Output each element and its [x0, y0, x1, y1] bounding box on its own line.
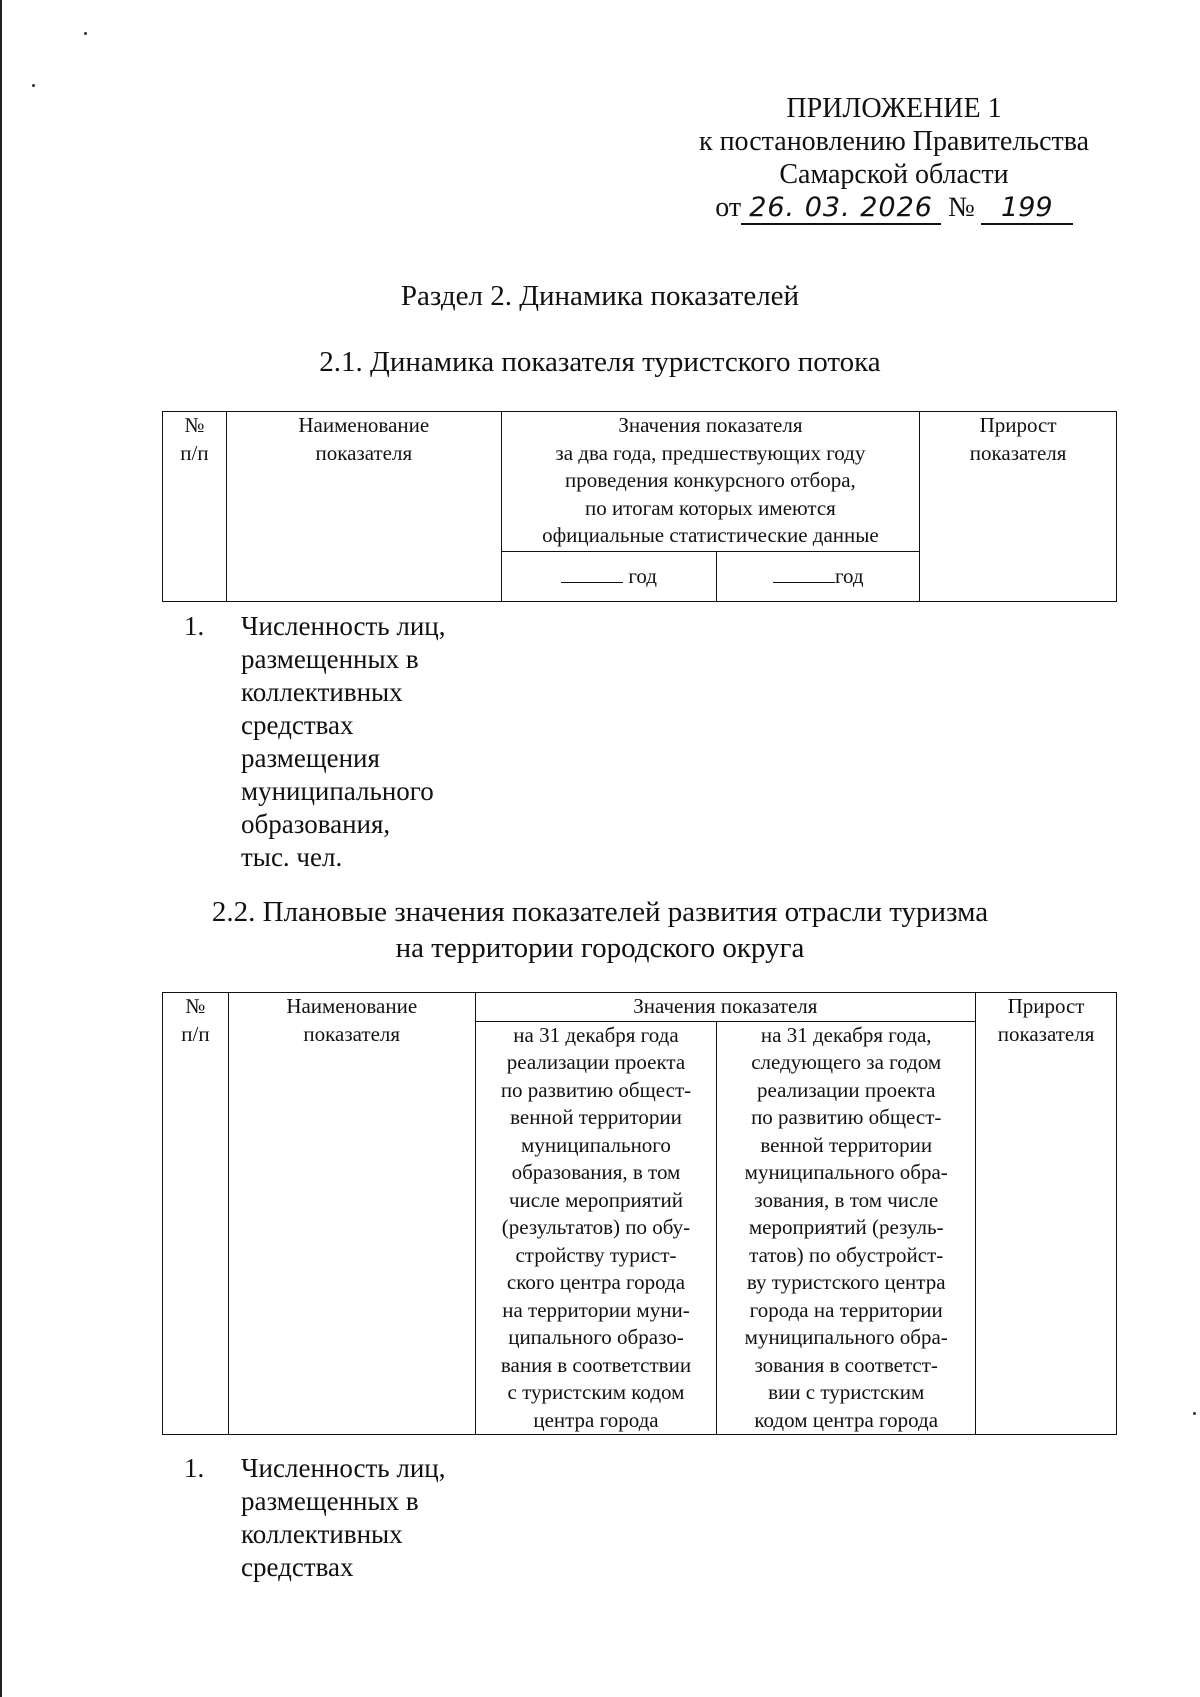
col-growth-header [976, 993, 1117, 1435]
header-line: проведения конкурсного отбора, [565, 468, 856, 492]
row-number: 1. [184, 1453, 205, 1483]
text-line: коллективных [241, 677, 403, 707]
appendix-header [684, 92, 1104, 225]
text-line: Численность лиц, [241, 1453, 446, 1483]
text-line: вии с туристским [768, 1380, 925, 1404]
text-line: муниципального обра- [744, 1160, 948, 1184]
col-growth-header [920, 412, 1117, 602]
text-line: числе мероприятий [508, 1187, 684, 1212]
text-line: Численность лиц, [241, 611, 446, 641]
page-edge [0, 0, 2, 1697]
header-line: Прирост [1007, 994, 1085, 1018]
header-line: Значения показателя [618, 413, 803, 437]
header-line: за два года, предшествующих году [555, 440, 866, 465]
subcol-following-year [717, 1021, 976, 1435]
text-line: с туристским кодом [507, 1380, 685, 1404]
title-line: 2.2. Плановые значения показателей развития отрасли туризма [211, 896, 989, 928]
text-line: на территории муни- [502, 1297, 690, 1322]
year-label: год [834, 564, 864, 589]
number-label: № [948, 192, 975, 223]
header-line: № [184, 413, 205, 437]
text-line: образования, в том [511, 1160, 681, 1184]
text-line: средствах [241, 1552, 354, 1582]
row-indicator-name [241, 610, 481, 874]
text-line: размещения [241, 743, 380, 773]
text-line: на 31 декабря года [513, 1022, 679, 1047]
header-line: № [185, 994, 206, 1018]
col-values-header [501, 412, 920, 552]
appendix-date-line [684, 191, 1104, 225]
header-line: показателя [315, 440, 413, 465]
col-values-header: Значения показателя [475, 993, 975, 1022]
header-line: официальные статистические данные [542, 523, 879, 547]
text-line: (результатов) по обу- [501, 1215, 691, 1239]
blank-line [561, 562, 623, 583]
text-line: вания в соответствии [500, 1352, 692, 1377]
table-planned-values [162, 992, 1117, 1435]
header-line: показателя [969, 440, 1067, 465]
col-number-header [163, 412, 227, 602]
text-line: ского центра города [506, 1270, 686, 1294]
text-line: по развитию общест- [751, 1105, 942, 1129]
text-line: тыс. чел. [241, 842, 343, 872]
handwritten-date: 26. 03. 2026 [741, 193, 941, 225]
text-line: центра города [533, 1407, 659, 1432]
text-line: средствах [241, 710, 354, 740]
text-line: ципального образо- [508, 1325, 684, 1349]
title-line: на территории городского округа [395, 932, 805, 964]
header-line: п/п [180, 440, 209, 465]
subcol-project-year [475, 1021, 717, 1435]
text-line: размещенных в [241, 644, 419, 674]
table-tourist-flow [162, 411, 1117, 602]
text-line: муниципального [241, 776, 434, 806]
year-1-cell [501, 552, 717, 602]
section-title: Раздел 2. Динамика показателей [400, 280, 800, 312]
text-line: коллективных [241, 1519, 403, 1549]
text-line: образования, [241, 809, 391, 839]
scan-speck [32, 84, 35, 87]
col-number-header [163, 993, 229, 1435]
text-line: мероприятий (резуль- [748, 1215, 944, 1239]
text-line: венной территории [760, 1132, 933, 1157]
text-line: по развитию общест- [500, 1077, 692, 1102]
text-line: реализации проекта [757, 1077, 936, 1102]
text-line: на 31 декабря года, [760, 1022, 932, 1047]
header-line: Наименование [286, 994, 418, 1018]
text-line: размещенных в [241, 1486, 419, 1516]
text-line: ву туристского центра [746, 1270, 946, 1294]
header-line: показателя [997, 1021, 1095, 1046]
text-line: татов) по обустройст- [749, 1242, 944, 1267]
col-name-header [228, 993, 475, 1435]
text-line: муниципального [521, 1132, 671, 1157]
year-label: год [628, 564, 657, 589]
text-line: кодом центра города [754, 1407, 939, 1432]
header-line: по итогам которых имеются [584, 495, 836, 520]
appendix-line2: к постановлению Правительства [698, 126, 1090, 157]
header-line: Наименование [298, 413, 430, 437]
text-line: следующего за годом [751, 1050, 942, 1074]
col-name-header [226, 412, 501, 602]
header-line: Прирост [979, 413, 1057, 437]
row-number: 1. [184, 611, 205, 641]
text-line: зования, в том числе [754, 1187, 939, 1212]
year-2-cell [717, 552, 920, 602]
scan-speck [1193, 1412, 1196, 1415]
header-line: показателя [303, 1021, 401, 1046]
table1-title: 2.1. Динамика показателя туристского потока [319, 346, 881, 378]
text-line: стройству турист- [515, 1242, 677, 1267]
header-line: п/п [181, 1021, 210, 1046]
appendix-title: ПРИЛОЖЕНИЕ 1 [786, 93, 1002, 124]
scan-speck [84, 32, 87, 35]
text-line: города на территории [749, 1297, 943, 1322]
appendix-line3: Самарской области [779, 159, 1009, 190]
text-line: зования в соответст- [754, 1352, 938, 1377]
blank-line [773, 562, 835, 583]
text-line: муниципального обра- [744, 1325, 948, 1349]
row-indicator-name [241, 1452, 481, 1584]
table2-title [0, 894, 1200, 966]
text-line: реализации проекта [506, 1050, 686, 1074]
from-label: от [715, 192, 742, 223]
text-line: венной территории [510, 1105, 682, 1129]
handwritten-number: 199 [981, 193, 1073, 225]
